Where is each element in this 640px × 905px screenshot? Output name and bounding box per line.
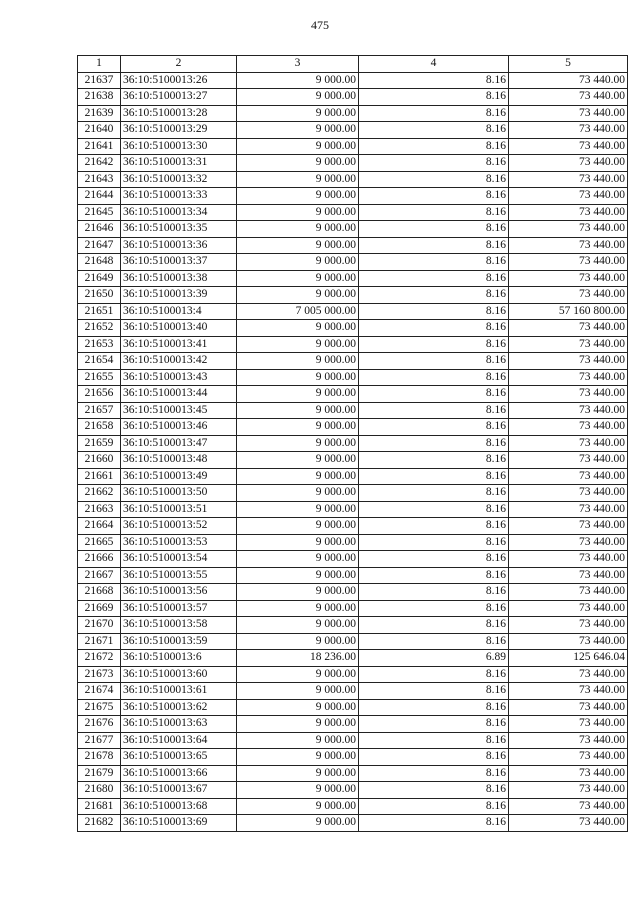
- table-row: [78, 782, 628, 799]
- row-number-cell: 21660: [78, 452, 121, 469]
- table-body: [78, 72, 628, 831]
- value-cell: 73 440.00: [509, 782, 628, 799]
- row-number-cell: 21670: [78, 617, 121, 634]
- rate-cell: 8.16: [359, 72, 509, 89]
- cadastral-number-cell: 36:10:5100013:65: [121, 749, 237, 766]
- row-number-cell: 21659: [78, 435, 121, 452]
- rate-cell: 8.16: [359, 402, 509, 419]
- value-cell: 73 440.00: [509, 749, 628, 766]
- area-cell: 9 000.00: [237, 584, 359, 601]
- cadastral-number-cell: 36:10:5100013:60: [121, 666, 237, 683]
- value-cell: 73 440.00: [509, 287, 628, 304]
- value-cell: 73 440.00: [509, 485, 628, 502]
- rate-cell: 8.16: [359, 419, 509, 436]
- table-row: [78, 336, 628, 353]
- table-row: [78, 89, 628, 106]
- area-cell: 9 000.00: [237, 485, 359, 502]
- value-cell: 73 440.00: [509, 584, 628, 601]
- rate-cell: 8.16: [359, 303, 509, 320]
- table-row: [78, 699, 628, 716]
- value-cell: 73 440.00: [509, 419, 628, 436]
- table-row: [78, 402, 628, 419]
- row-number-cell: 21678: [78, 749, 121, 766]
- rate-cell: 8.16: [359, 798, 509, 815]
- value-cell: 73 440.00: [509, 683, 628, 700]
- column-header-2: 2: [121, 56, 237, 73]
- rate-cell: 8.16: [359, 683, 509, 700]
- rate-cell: 8.16: [359, 353, 509, 370]
- cadastral-number-cell: 36:10:5100013:32: [121, 171, 237, 188]
- table-row: [78, 765, 628, 782]
- row-number-cell: 21681: [78, 798, 121, 815]
- rate-cell: 8.16: [359, 765, 509, 782]
- cadastral-number-cell: 36:10:5100013:26: [121, 72, 237, 89]
- rate-cell: 8.16: [359, 551, 509, 568]
- value-cell: 73 440.00: [509, 105, 628, 122]
- value-cell: 73 440.00: [509, 534, 628, 551]
- row-number-cell: 21653: [78, 336, 121, 353]
- table-row: [78, 386, 628, 403]
- value-cell: 73 440.00: [509, 468, 628, 485]
- value-cell: 73 440.00: [509, 254, 628, 271]
- value-cell: 73 440.00: [509, 716, 628, 733]
- value-cell: 73 440.00: [509, 435, 628, 452]
- value-cell: 73 440.00: [509, 155, 628, 172]
- area-cell: 9 000.00: [237, 204, 359, 221]
- area-cell: 9 000.00: [237, 633, 359, 650]
- cadastral-number-cell: 36:10:5100013:61: [121, 683, 237, 700]
- row-number-cell: 21650: [78, 287, 121, 304]
- area-cell: 9 000.00: [237, 683, 359, 700]
- area-cell: 9 000.00: [237, 567, 359, 584]
- rate-cell: 8.16: [359, 336, 509, 353]
- cadastral-number-cell: 36:10:5100013:43: [121, 369, 237, 386]
- area-cell: 9 000.00: [237, 468, 359, 485]
- value-cell: 73 440.00: [509, 732, 628, 749]
- table-row: [78, 468, 628, 485]
- row-number-cell: 21647: [78, 237, 121, 254]
- table-row: [78, 237, 628, 254]
- rate-cell: 8.16: [359, 815, 509, 832]
- row-number-cell: 21682: [78, 815, 121, 832]
- page-number: 475: [311, 18, 329, 32]
- area-cell: 9 000.00: [237, 435, 359, 452]
- table-row: [78, 633, 628, 650]
- value-cell: 73 440.00: [509, 452, 628, 469]
- area-cell: 9 000.00: [237, 336, 359, 353]
- value-cell: 73 440.00: [509, 518, 628, 535]
- table-row: [78, 798, 628, 815]
- row-number-cell: 21645: [78, 204, 121, 221]
- row-number-cell: 21641: [78, 138, 121, 155]
- area-cell: 9 000.00: [237, 666, 359, 683]
- cadastral-number-cell: 36:10:5100013:64: [121, 732, 237, 749]
- rate-cell: 8.16: [359, 699, 509, 716]
- cadastral-number-cell: 36:10:5100013:44: [121, 386, 237, 403]
- table-row: [78, 72, 628, 89]
- rate-cell: 8.16: [359, 237, 509, 254]
- table-row: [78, 435, 628, 452]
- area-cell: 9 000.00: [237, 534, 359, 551]
- value-cell: 73 440.00: [509, 567, 628, 584]
- column-header-4: 4: [359, 56, 509, 73]
- cadastral-number-cell: 36:10:5100013:69: [121, 815, 237, 832]
- cadastral-number-cell: 36:10:5100013:29: [121, 122, 237, 139]
- rate-cell: 8.16: [359, 171, 509, 188]
- area-cell: 9 000.00: [237, 188, 359, 205]
- cadastral-number-cell: 36:10:5100013:4: [121, 303, 237, 320]
- cadastral-number-cell: 36:10:5100013:58: [121, 617, 237, 634]
- table-row: [78, 320, 628, 337]
- cadastral-number-cell: 36:10:5100013:38: [121, 270, 237, 287]
- table-row: [78, 732, 628, 749]
- cadastral-number-cell: 36:10:5100013:45: [121, 402, 237, 419]
- row-number-cell: 21655: [78, 369, 121, 386]
- value-cell: 73 440.00: [509, 699, 628, 716]
- cadastral-number-cell: 36:10:5100013:39: [121, 287, 237, 304]
- table-row: [78, 567, 628, 584]
- table-row: [78, 254, 628, 271]
- table-row: [78, 584, 628, 601]
- value-cell: 73 440.00: [509, 138, 628, 155]
- rate-cell: 8.16: [359, 584, 509, 601]
- cadastral-number-cell: 36:10:5100013:66: [121, 765, 237, 782]
- row-number-cell: 21667: [78, 567, 121, 584]
- area-cell: 9 000.00: [237, 798, 359, 815]
- row-number-cell: 21676: [78, 716, 121, 733]
- cadastral-number-cell: 36:10:5100013:37: [121, 254, 237, 271]
- area-cell: 9 000.00: [237, 254, 359, 271]
- table-row: [78, 600, 628, 617]
- value-cell: 73 440.00: [509, 336, 628, 353]
- area-cell: 9 000.00: [237, 369, 359, 386]
- table-row: [78, 716, 628, 733]
- header-row: [78, 56, 628, 73]
- value-cell: 73 440.00: [509, 600, 628, 617]
- area-cell: 9 000.00: [237, 749, 359, 766]
- area-cell: 9 000.00: [237, 452, 359, 469]
- table-row: [78, 650, 628, 667]
- value-cell: 73 440.00: [509, 815, 628, 832]
- rate-cell: 8.16: [359, 138, 509, 155]
- table-header: [78, 56, 628, 73]
- rate-cell: 8.16: [359, 452, 509, 469]
- value-cell: 73 440.00: [509, 72, 628, 89]
- row-number-cell: 21677: [78, 732, 121, 749]
- cadastral-number-cell: 36:10:5100013:40: [121, 320, 237, 337]
- row-number-cell: 21648: [78, 254, 121, 271]
- rate-cell: 8.16: [359, 386, 509, 403]
- table-row: [78, 171, 628, 188]
- cadastral-number-cell: 36:10:5100013:57: [121, 600, 237, 617]
- cadastral-number-cell: 36:10:5100013:49: [121, 468, 237, 485]
- row-number-cell: 21661: [78, 468, 121, 485]
- area-cell: 18 236.00: [237, 650, 359, 667]
- row-number-cell: 21672: [78, 650, 121, 667]
- rate-cell: 8.16: [359, 221, 509, 238]
- table-row: [78, 105, 628, 122]
- cadastral-number-cell: 36:10:5100013:53: [121, 534, 237, 551]
- table-row: [78, 551, 628, 568]
- cadastral-number-cell: 36:10:5100013:54: [121, 551, 237, 568]
- cadastral-number-cell: 36:10:5100013:62: [121, 699, 237, 716]
- value-cell: 73 440.00: [509, 320, 628, 337]
- area-cell: 9 000.00: [237, 287, 359, 304]
- rate-cell: 6.89: [359, 650, 509, 667]
- cadastral-number-cell: 36:10:5100013:36: [121, 237, 237, 254]
- rate-cell: 8.16: [359, 468, 509, 485]
- cadastral-number-cell: 36:10:5100013:47: [121, 435, 237, 452]
- value-cell: 73 440.00: [509, 237, 628, 254]
- area-cell: 9 000.00: [237, 105, 359, 122]
- cadastral-number-cell: 36:10:5100013:34: [121, 204, 237, 221]
- table-row: [78, 518, 628, 535]
- row-number-cell: 21671: [78, 633, 121, 650]
- area-cell: 9 000.00: [237, 138, 359, 155]
- rate-cell: 8.16: [359, 501, 509, 518]
- value-cell: 73 440.00: [509, 551, 628, 568]
- cadastral-number-cell: 36:10:5100013:51: [121, 501, 237, 518]
- value-cell: 73 440.00: [509, 122, 628, 139]
- area-cell: 9 000.00: [237, 782, 359, 799]
- row-number-cell: 21640: [78, 122, 121, 139]
- value-cell: 57 160 800.00: [509, 303, 628, 320]
- rate-cell: 8.16: [359, 270, 509, 287]
- rate-cell: 8.16: [359, 716, 509, 733]
- cadastral-number-cell: 36:10:5100013:50: [121, 485, 237, 502]
- cadastral-number-cell: 36:10:5100013:35: [121, 221, 237, 238]
- cadastral-number-cell: 36:10:5100013:28: [121, 105, 237, 122]
- rate-cell: 8.16: [359, 485, 509, 502]
- area-cell: 9 000.00: [237, 501, 359, 518]
- table-row: [78, 452, 628, 469]
- value-cell: 73 440.00: [509, 89, 628, 106]
- row-number-cell: 21657: [78, 402, 121, 419]
- row-number-cell: 21663: [78, 501, 121, 518]
- area-cell: 9 000.00: [237, 765, 359, 782]
- area-cell: 9 000.00: [237, 72, 359, 89]
- area-cell: 9 000.00: [237, 600, 359, 617]
- table-row: [78, 419, 628, 436]
- rate-cell: 8.16: [359, 204, 509, 221]
- area-cell: 7 005 000.00: [237, 303, 359, 320]
- row-number-cell: 21643: [78, 171, 121, 188]
- cadastral-number-cell: 36:10:5100013:63: [121, 716, 237, 733]
- column-header-5: 5: [509, 56, 628, 73]
- table-row: [78, 501, 628, 518]
- row-number-cell: 21658: [78, 419, 121, 436]
- rate-cell: 8.16: [359, 254, 509, 271]
- row-number-cell: 21666: [78, 551, 121, 568]
- value-cell: 73 440.00: [509, 501, 628, 518]
- rate-cell: 8.16: [359, 188, 509, 205]
- value-cell: 73 440.00: [509, 386, 628, 403]
- table-row: [78, 485, 628, 502]
- table-row: [78, 303, 628, 320]
- table-row: [78, 749, 628, 766]
- row-number-cell: 21674: [78, 683, 121, 700]
- table-row: [78, 138, 628, 155]
- area-cell: 9 000.00: [237, 270, 359, 287]
- row-number-cell: 21642: [78, 155, 121, 172]
- rate-cell: 8.16: [359, 435, 509, 452]
- value-cell: 73 440.00: [509, 353, 628, 370]
- column-header-3: 3: [237, 56, 359, 73]
- rate-cell: 8.16: [359, 369, 509, 386]
- value-cell: 73 440.00: [509, 204, 628, 221]
- area-cell: 9 000.00: [237, 419, 359, 436]
- table-row: [78, 270, 628, 287]
- row-number-cell: 21680: [78, 782, 121, 799]
- value-cell: 73 440.00: [509, 171, 628, 188]
- rate-cell: 8.16: [359, 89, 509, 106]
- value-cell: 73 440.00: [509, 666, 628, 683]
- area-cell: 9 000.00: [237, 89, 359, 106]
- table-row: [78, 204, 628, 221]
- area-cell: 9 000.00: [237, 155, 359, 172]
- rate-cell: 8.16: [359, 749, 509, 766]
- value-cell: 73 440.00: [509, 270, 628, 287]
- area-cell: 9 000.00: [237, 386, 359, 403]
- table-row: [78, 534, 628, 551]
- row-number-cell: 21652: [78, 320, 121, 337]
- table-row: [78, 122, 628, 139]
- area-cell: 9 000.00: [237, 320, 359, 337]
- cadastral-number-cell: 36:10:5100013:42: [121, 353, 237, 370]
- cadastral-number-cell: 36:10:5100013:67: [121, 782, 237, 799]
- rate-cell: 8.16: [359, 122, 509, 139]
- area-cell: 9 000.00: [237, 815, 359, 832]
- rate-cell: 8.16: [359, 600, 509, 617]
- column-header-1: 1: [78, 56, 121, 73]
- table-row: [78, 369, 628, 386]
- row-number-cell: 21651: [78, 303, 121, 320]
- value-cell: 125 646.04: [509, 650, 628, 667]
- row-number-cell: 21669: [78, 600, 121, 617]
- row-number-cell: 21639: [78, 105, 121, 122]
- rate-cell: 8.16: [359, 782, 509, 799]
- rate-cell: 8.16: [359, 105, 509, 122]
- cadastral-number-cell: 36:10:5100013:41: [121, 336, 237, 353]
- rate-cell: 8.16: [359, 287, 509, 304]
- row-number-cell: 21668: [78, 584, 121, 601]
- cadastral-number-cell: 36:10:5100013:48: [121, 452, 237, 469]
- table-row: [78, 683, 628, 700]
- value-cell: 73 440.00: [509, 765, 628, 782]
- rate-cell: 8.16: [359, 534, 509, 551]
- value-cell: 73 440.00: [509, 402, 628, 419]
- cadastral-number-cell: 36:10:5100013:68: [121, 798, 237, 815]
- area-cell: 9 000.00: [237, 353, 359, 370]
- area-cell: 9 000.00: [237, 122, 359, 139]
- rate-cell: 8.16: [359, 567, 509, 584]
- rate-cell: 8.16: [359, 633, 509, 650]
- cadastral-number-cell: 36:10:5100013:33: [121, 188, 237, 205]
- cadastral-number-cell: 36:10:5100013:55: [121, 567, 237, 584]
- rate-cell: 8.16: [359, 666, 509, 683]
- row-number-cell: 21673: [78, 666, 121, 683]
- table-row: [78, 188, 628, 205]
- area-cell: 9 000.00: [237, 402, 359, 419]
- cadastral-number-cell: 36:10:5100013:31: [121, 155, 237, 172]
- rate-cell: 8.16: [359, 320, 509, 337]
- row-number-cell: 21644: [78, 188, 121, 205]
- value-cell: 73 440.00: [509, 617, 628, 634]
- table-row: [78, 617, 628, 634]
- cadastral-number-cell: 36:10:5100013:52: [121, 518, 237, 535]
- cadastral-number-cell: 36:10:5100013:27: [121, 89, 237, 106]
- cadastral-number-cell: 36:10:5100013:56: [121, 584, 237, 601]
- table-row: [78, 155, 628, 172]
- row-number-cell: 21662: [78, 485, 121, 502]
- area-cell: 9 000.00: [237, 237, 359, 254]
- rate-cell: 8.16: [359, 155, 509, 172]
- cadastral-number-cell: 36:10:5100013:6: [121, 650, 237, 667]
- rate-cell: 8.16: [359, 518, 509, 535]
- area-cell: 9 000.00: [237, 617, 359, 634]
- value-cell: 73 440.00: [509, 369, 628, 386]
- cadastral-number-cell: 36:10:5100013:46: [121, 419, 237, 436]
- rate-cell: 8.16: [359, 617, 509, 634]
- row-number-cell: 21654: [78, 353, 121, 370]
- area-cell: 9 000.00: [237, 732, 359, 749]
- row-number-cell: 21638: [78, 89, 121, 106]
- area-cell: 9 000.00: [237, 518, 359, 535]
- area-cell: 9 000.00: [237, 171, 359, 188]
- row-number-cell: 21649: [78, 270, 121, 287]
- row-number-cell: 21656: [78, 386, 121, 403]
- area-cell: 9 000.00: [237, 716, 359, 733]
- table-row: [78, 666, 628, 683]
- value-cell: 73 440.00: [509, 633, 628, 650]
- area-cell: 9 000.00: [237, 551, 359, 568]
- row-number-cell: 21664: [78, 518, 121, 535]
- area-cell: 9 000.00: [237, 699, 359, 716]
- row-number-cell: 21637: [78, 72, 121, 89]
- row-number-cell: 21675: [78, 699, 121, 716]
- table-row: [78, 221, 628, 238]
- value-cell: 73 440.00: [509, 188, 628, 205]
- table-row: [78, 353, 628, 370]
- table-row: [78, 815, 628, 832]
- row-number-cell: 21646: [78, 221, 121, 238]
- rate-cell: 8.16: [359, 732, 509, 749]
- value-cell: 73 440.00: [509, 798, 628, 815]
- table-row: [78, 287, 628, 304]
- area-cell: 9 000.00: [237, 221, 359, 238]
- cadastral-number-cell: 36:10:5100013:59: [121, 633, 237, 650]
- row-number-cell: 21679: [78, 765, 121, 782]
- row-number-cell: 21665: [78, 534, 121, 551]
- register-table: [77, 55, 628, 832]
- value-cell: 73 440.00: [509, 221, 628, 238]
- cadastral-number-cell: 36:10:5100013:30: [121, 138, 237, 155]
